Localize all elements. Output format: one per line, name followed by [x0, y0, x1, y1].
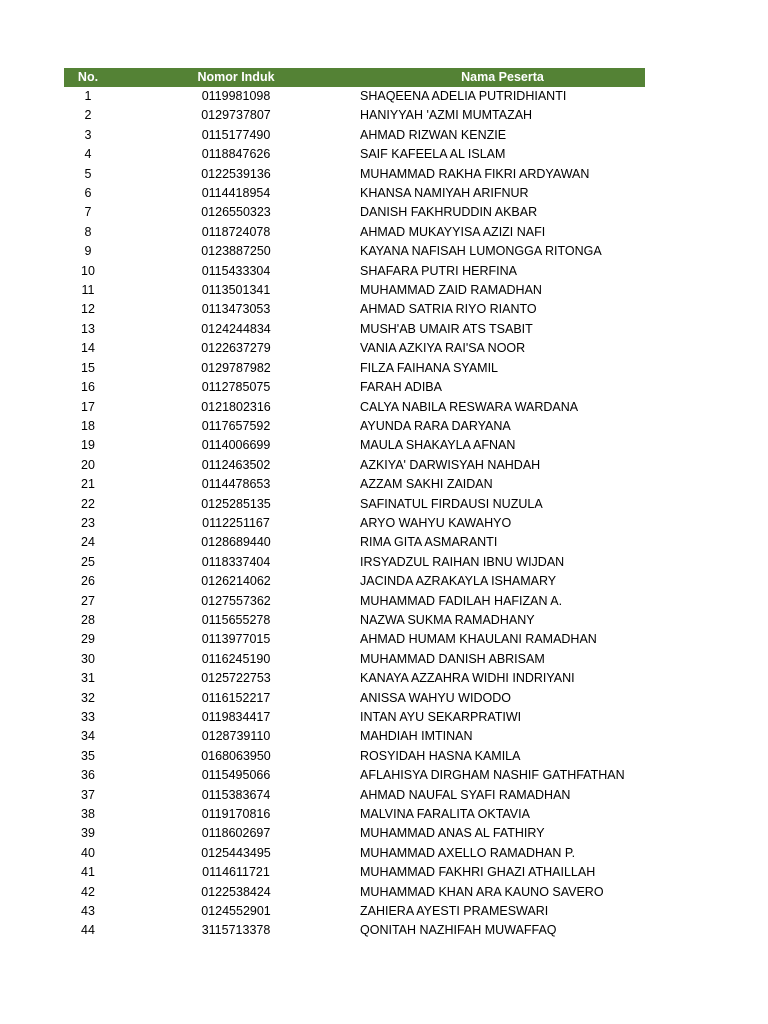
cell-nomor-induk: 0129737807	[201, 108, 271, 123]
cell-nama-peserta: MAULA SHAKAYLA AFNAN	[360, 438, 516, 453]
column-header-nama-peserta: Nama Peserta	[360, 68, 645, 87]
cell-no: 3	[84, 127, 92, 142]
cell-nomor-induk: 0125285135	[201, 496, 271, 511]
cell-nama-peserta: RIMA GITA ASMARANTI	[360, 535, 498, 550]
table-row	[64, 359, 645, 378]
cell-nama-peserta: INTAN AYU SEKARPRATIWI	[360, 710, 522, 724]
cell-nama-peserta: AHMAD NAUFAL SYAFI RAMADHAN	[360, 787, 571, 802]
table-row	[64, 592, 645, 611]
cell-no: 20	[81, 457, 95, 472]
table-row	[64, 87, 645, 106]
cell-nomor-induk: 0127557362	[201, 593, 271, 608]
cell-nomor-induk: 0119834417	[201, 710, 271, 724]
cell-nama-peserta: DANISH FAKHRUDDIN AKBAR	[360, 205, 538, 220]
cell-nomor-induk: 0118602697	[201, 826, 271, 841]
table-row	[64, 630, 645, 649]
cell-no: 30	[81, 651, 95, 666]
cell-nomor-induk: 0115655278	[201, 612, 271, 627]
cell-no: 44	[81, 923, 95, 938]
cell-nomor-induk: 0125443495	[201, 845, 271, 860]
cell-no: 4	[84, 147, 92, 162]
cell-no: 24	[81, 535, 95, 550]
table-row	[64, 378, 645, 397]
table-row	[64, 902, 645, 921]
table-row	[64, 281, 645, 300]
table-row	[64, 514, 645, 533]
cell-nama-peserta: FARAH ADIBA	[360, 380, 442, 395]
table-row	[64, 495, 645, 514]
cell-nomor-induk: 0112785075	[201, 380, 271, 395]
cell-no: 13	[81, 321, 95, 336]
cell-nama-peserta: QONITAH NAZHIFAH MUWAFFAQ	[360, 923, 557, 938]
table-row	[64, 165, 645, 184]
cell-nama-peserta: AYUNDA RARA DARYANA	[360, 418, 511, 433]
cell-no: 16	[81, 380, 95, 395]
table-row	[64, 747, 645, 766]
cell-no: 39	[81, 826, 95, 841]
cell-nomor-induk: 0123887250	[201, 244, 271, 259]
cell-no: 40	[81, 845, 95, 860]
table-body	[64, 87, 645, 941]
cell-no: 37	[81, 787, 95, 802]
cell-no: 25	[81, 554, 95, 569]
cell-no: 14	[81, 341, 95, 356]
cell-no: 6	[84, 186, 92, 201]
cell-nama-peserta: MUHAMMAD ZAID RAMADHAN	[360, 283, 542, 298]
table-row	[64, 456, 645, 475]
table-header-row	[64, 68, 645, 87]
cell-nomor-induk: 0113501341	[201, 283, 271, 298]
cell-nama-peserta: VANIA AZKIYA RAI'SA NOOR	[360, 341, 526, 356]
table-row	[64, 262, 645, 281]
table-row	[64, 766, 645, 785]
cell-no: 5	[84, 166, 92, 181]
table-row	[64, 689, 645, 708]
cell-no: 21	[81, 477, 95, 492]
cell-nomor-induk: 0126550323	[201, 205, 271, 220]
cell-no: 33	[81, 710, 95, 724]
table-row	[64, 300, 645, 319]
table-row	[64, 533, 645, 552]
table-row	[64, 417, 645, 436]
cell-nama-peserta: FILZA FAIHANA SYAMIL	[360, 360, 499, 375]
table-row	[64, 436, 645, 455]
table-row	[64, 242, 645, 261]
cell-nama-peserta: NAZWA SUKMA RAMADHANY	[360, 612, 535, 627]
column-header-no: No.	[64, 68, 112, 87]
cell-nama-peserta: SHAFARA PUTRI HERFINA	[360, 263, 517, 278]
cell-nomor-induk: 0116152217	[201, 690, 271, 705]
table-row	[64, 553, 645, 572]
cell-nomor-induk: 0117657592	[201, 418, 271, 433]
cell-no: 7	[84, 205, 92, 220]
cell-nama-peserta: AHMAD HUMAM KHAULANI RAMADHAN	[360, 632, 597, 647]
cell-no: 27	[81, 593, 95, 608]
cell-nomor-induk: 0115433304	[201, 263, 271, 278]
cell-nama-peserta: JACINDA AZRAKAYLA ISHAMARY	[360, 574, 557, 589]
cell-nomor-induk: 0128689440	[201, 535, 271, 550]
cell-nama-peserta: IRSYADZUL RAIHAN IBNU WIJDAN	[360, 554, 565, 569]
cell-no: 28	[81, 612, 95, 627]
cell-nomor-induk: 0118724078	[201, 224, 271, 239]
cell-nomor-induk: 0125722753	[201, 671, 271, 686]
cell-no: 38	[81, 807, 95, 822]
cell-nama-peserta: MUHAMMAD RAKHA FIKRI ARDYAWAN	[360, 166, 590, 181]
cell-nomor-induk: 0118847626	[201, 147, 271, 162]
cell-no: 8	[84, 224, 92, 239]
cell-nomor-induk: 0115495066	[201, 768, 271, 783]
cell-nomor-induk: 0121802316	[201, 399, 271, 414]
cell-no: 26	[81, 574, 95, 589]
table-row	[64, 824, 645, 843]
table-row	[64, 727, 645, 746]
cell-no: 22	[81, 496, 95, 511]
cell-no: 10	[81, 263, 95, 278]
cell-no: 35	[81, 748, 95, 763]
cell-nomor-induk: 0122539136	[201, 166, 271, 181]
table-row	[64, 320, 645, 339]
cell-no: 15	[81, 360, 95, 375]
cell-nomor-induk: 0118337404	[201, 554, 271, 569]
cell-nomor-induk: 0113977015	[201, 632, 271, 647]
cell-nomor-induk: 0112251167	[202, 515, 270, 530]
cell-nama-peserta: HANIYYAH 'AZMI MUMTAZAH	[360, 108, 533, 123]
table-row	[64, 572, 645, 591]
cell-nama-peserta: MUHAMMAD DANISH ABRISAM	[360, 651, 545, 666]
table-row	[64, 786, 645, 805]
cell-nama-peserta: AHMAD MUKAYYISA AZIZI NAFI	[360, 224, 546, 239]
column-header-nomor-induk: Nomor Induk	[112, 68, 360, 87]
table-row	[64, 145, 645, 164]
cell-no: 11	[81, 283, 95, 298]
cell-nomor-induk: 3115713378	[201, 923, 271, 938]
cell-nama-peserta: ARYO WAHYU KAWAHYO	[360, 515, 512, 530]
cell-no: 9	[84, 244, 92, 259]
cell-nama-peserta: MUSH'AB UMAIR ATS TSABIT	[360, 321, 533, 336]
table-row	[64, 611, 645, 630]
table-row	[64, 126, 645, 145]
cell-nama-peserta: AFLAHISYA DIRGHAM NASHIF GATHFATHAN	[360, 768, 625, 783]
table-row	[64, 398, 645, 417]
table-row	[64, 106, 645, 125]
cell-nama-peserta: MUHAMMAD AXELLO RAMADHAN P.	[360, 845, 576, 860]
cell-nomor-induk: 0116245190	[201, 651, 271, 666]
cell-no: 31	[81, 671, 95, 686]
cell-no: 32	[81, 690, 95, 705]
cell-nama-peserta: AHMAD RIZWAN KENZIE	[360, 127, 507, 142]
cell-nomor-induk: 0128739110	[201, 729, 271, 744]
cell-no: 1	[84, 89, 92, 103]
cell-no: 19	[81, 438, 95, 453]
cell-nomor-induk: 0122538424	[201, 884, 271, 899]
cell-nama-peserta: ROSYIDAH HASNA KAMILA	[360, 748, 521, 763]
table-row	[64, 475, 645, 494]
cell-nama-peserta: AHMAD SATRIA RIYO RIANTO	[360, 302, 537, 317]
cell-nomor-induk: 0113473053	[201, 302, 271, 317]
cell-nomor-induk: 0114418954	[201, 186, 271, 201]
cell-nama-peserta: MALVINA FARALITA OKTAVIA	[360, 807, 530, 822]
cell-nomor-induk: 0119981098	[201, 89, 271, 103]
table-row	[64, 669, 645, 688]
cell-no: 18	[81, 418, 95, 433]
cell-no: 34	[81, 729, 95, 744]
cell-no: 23	[81, 515, 95, 530]
cell-nomor-induk: 0114611721	[202, 865, 270, 880]
table-row	[64, 223, 645, 242]
cell-nama-peserta: SHAQEENA ADELIA PUTRIDHIANTI	[360, 89, 567, 103]
cell-nama-peserta: ANISSA WAHYU WIDODO	[360, 690, 511, 705]
table-row	[64, 708, 645, 727]
cell-no: 12	[81, 302, 95, 317]
cell-nama-peserta: MAHDIAH IMTINAN	[360, 729, 473, 744]
cell-nama-peserta: CALYA NABILA RESWARA WARDANA	[360, 399, 579, 414]
cell-nama-peserta: KANAYA AZZAHRA WIDHI INDRIYANI	[360, 671, 575, 686]
table-row	[64, 883, 645, 902]
cell-no: 29	[81, 632, 95, 647]
table-row	[64, 844, 645, 863]
cell-nomor-induk: 0124552901	[201, 904, 271, 919]
table-row	[64, 805, 645, 824]
cell-no: 41	[81, 865, 95, 880]
cell-nama-peserta: MUHAMMAD KHAN ARA KAUNO SAVERO	[360, 884, 604, 899]
cell-nomor-induk: 0115177490	[201, 127, 271, 142]
cell-no: 2	[84, 108, 92, 123]
table-row	[64, 184, 645, 203]
cell-nama-peserta: KHANSA NAMIYAH ARIFNUR	[360, 186, 529, 201]
cell-no: 43	[81, 904, 95, 919]
cell-nama-peserta: KAYANA NAFISAH LUMONGGA RITONGA	[360, 244, 602, 259]
table-row	[64, 650, 645, 669]
cell-nomor-induk: 0114006699	[201, 438, 271, 453]
cell-nama-peserta: AZKIYA' DARWISYAH NAHDAH	[360, 457, 541, 472]
cell-nomor-induk: 0114478653	[201, 477, 271, 492]
cell-nama-peserta: MUHAMMAD ANAS AL FATHIRY	[360, 826, 545, 841]
cell-nama-peserta: AZZAM SAKHI ZAIDAN	[360, 477, 493, 492]
cell-nama-peserta: MUHAMMAD FADILAH HAFIZAN A.	[360, 593, 563, 608]
cell-no: 42	[81, 884, 95, 899]
table-row	[64, 863, 645, 882]
cell-no: 36	[81, 768, 95, 783]
participant-table	[64, 68, 645, 941]
cell-nama-peserta: SAIF KAFEELA AL ISLAM	[360, 147, 506, 162]
cell-nomor-induk: 0112463502	[201, 457, 271, 472]
cell-nomor-induk: 0122637279	[201, 341, 271, 356]
table-row	[64, 921, 645, 940]
cell-nomor-induk: 0115383674	[201, 787, 271, 802]
cell-nomor-induk: 0124244834	[201, 321, 271, 336]
cell-nama-peserta: ZAHIERA AYESTI PRAMESWARI	[360, 904, 549, 919]
cell-nama-peserta: MUHAMMAD FAKHRI GHAZI ATHAILLAH	[360, 865, 596, 880]
cell-nomor-induk: 0119170816	[201, 807, 271, 822]
cell-nomor-induk: 0129787982	[201, 360, 271, 375]
table-row	[64, 203, 645, 222]
cell-no: 17	[81, 399, 95, 414]
table-row	[64, 339, 645, 358]
cell-nomor-induk: 0126214062	[201, 574, 271, 589]
cell-nama-peserta: SAFINATUL FIRDAUSI NUZULA	[360, 496, 543, 511]
cell-nomor-induk: 0168063950	[201, 748, 271, 763]
